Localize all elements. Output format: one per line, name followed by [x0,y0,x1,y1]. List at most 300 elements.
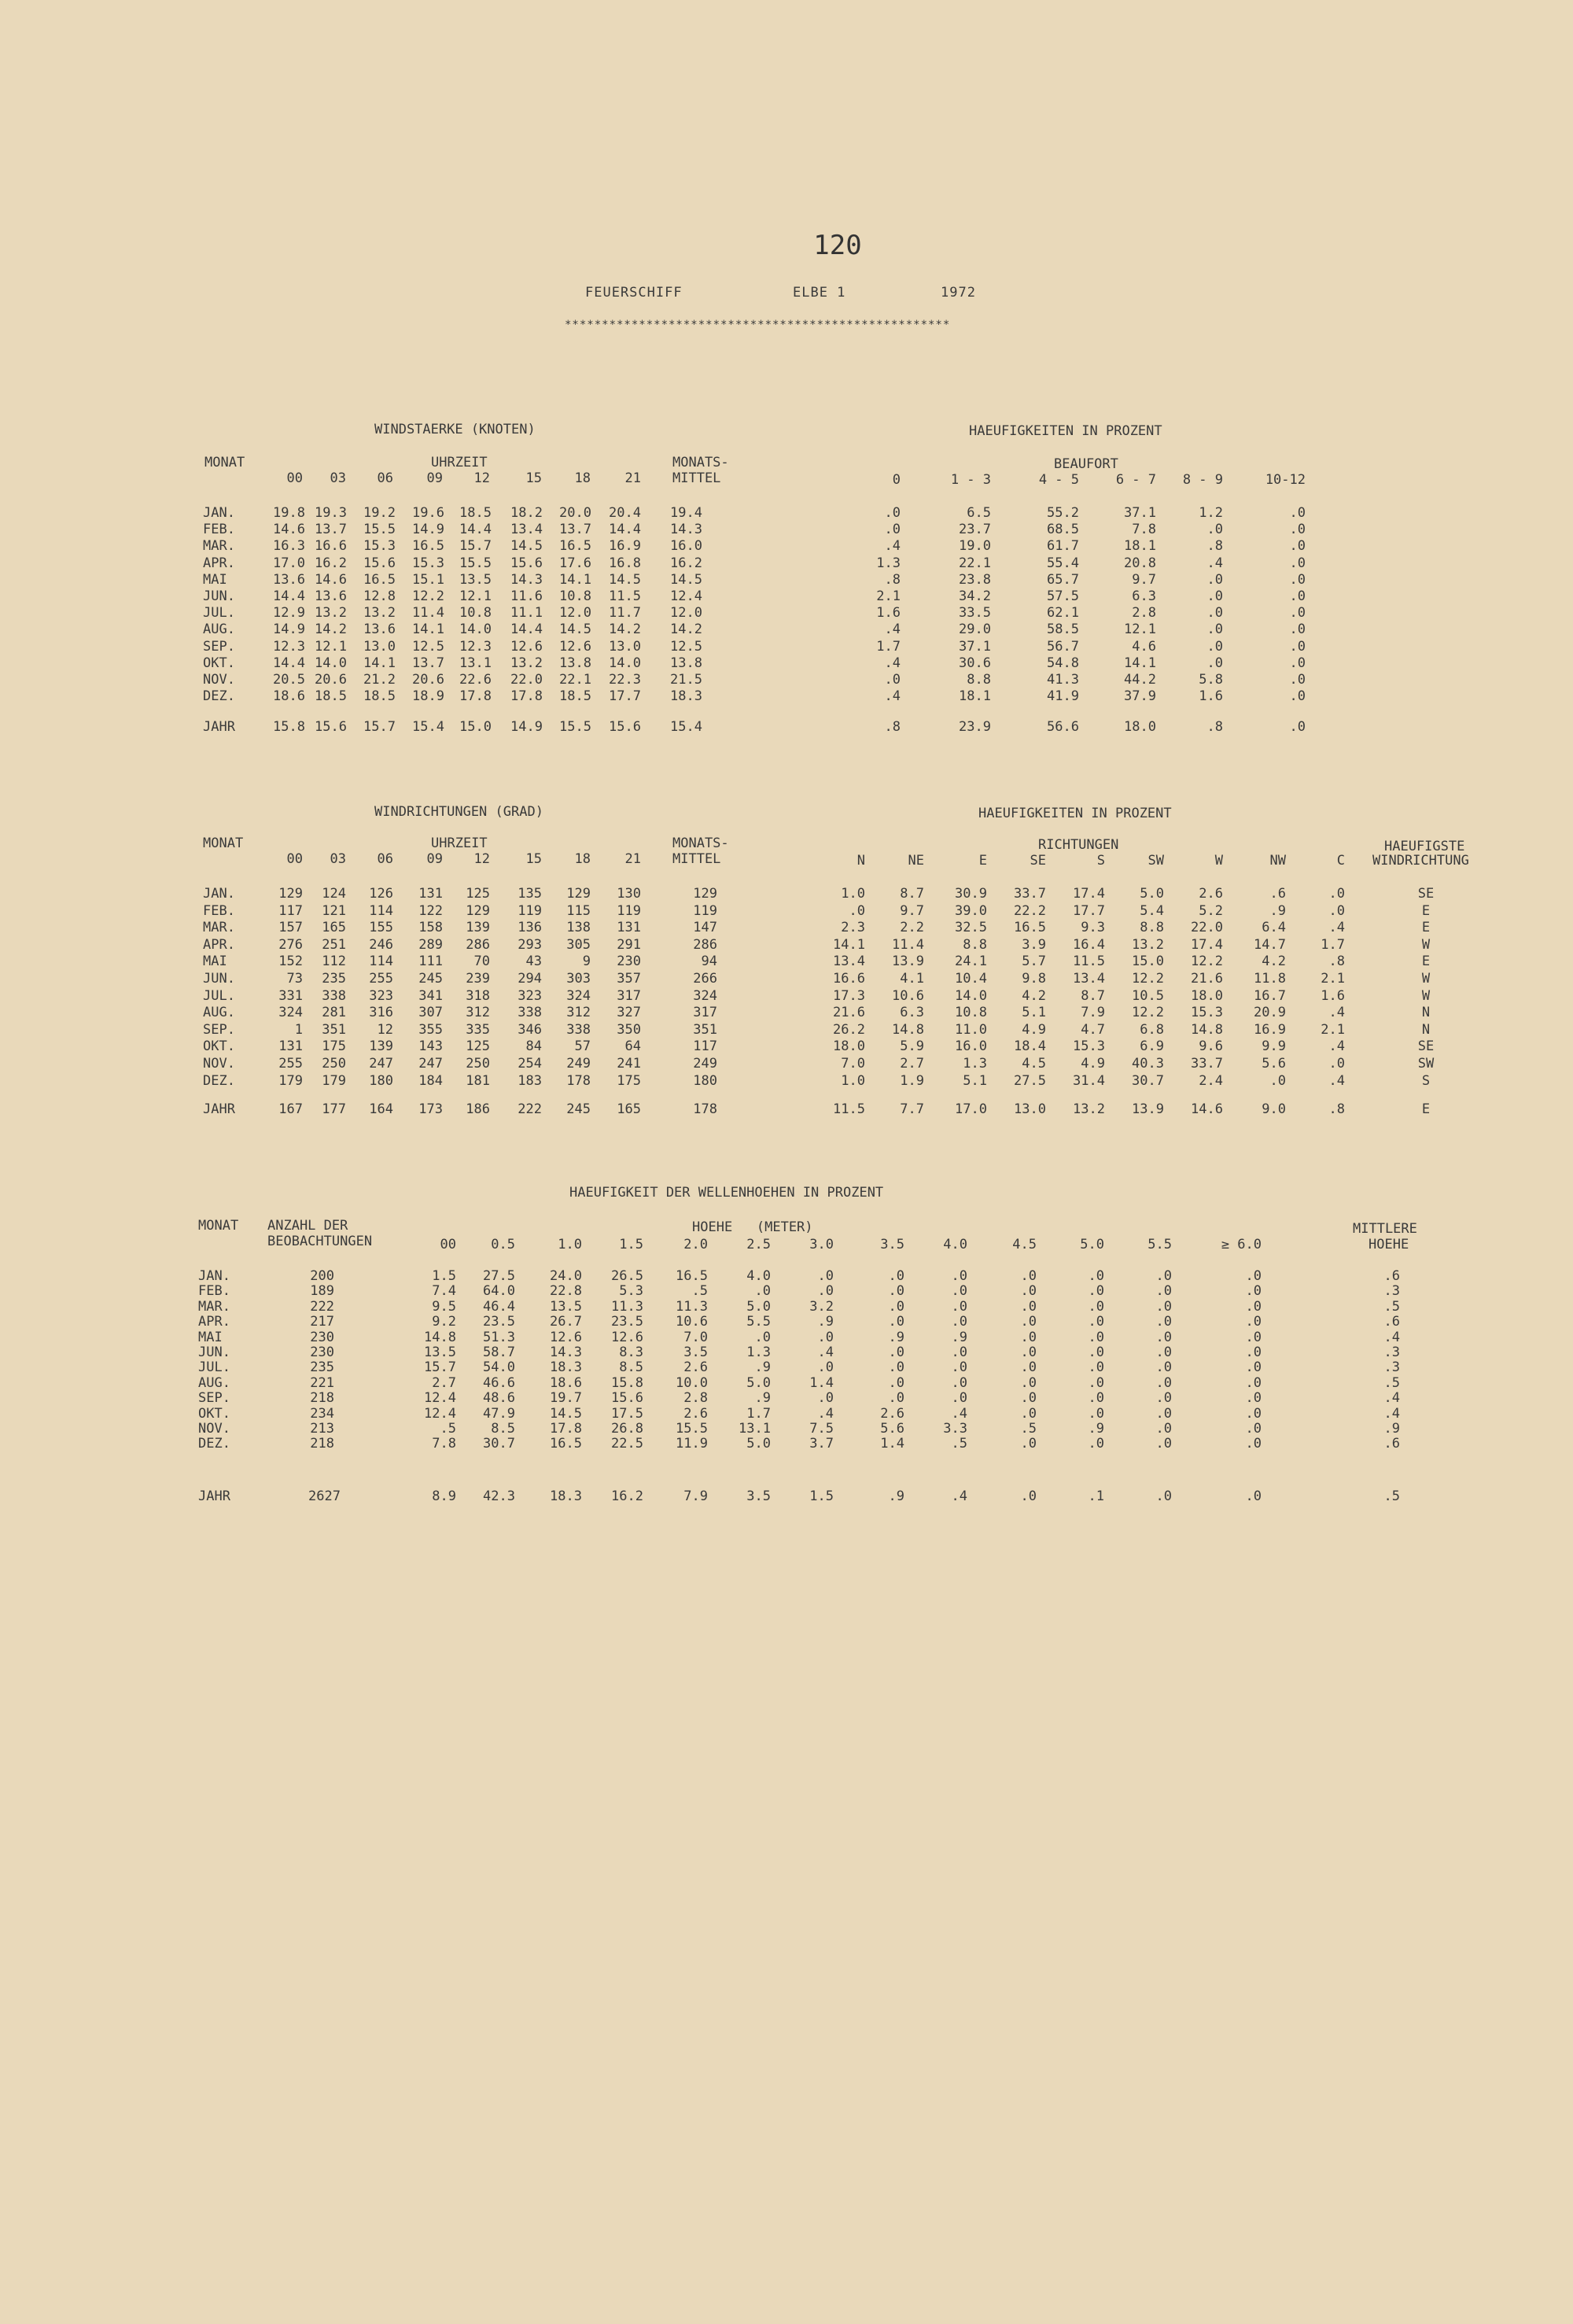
direction-value: 181 [466,1072,490,1089]
direction-freq: 14.8 [1191,1021,1223,1038]
direction-value: 125 [466,886,490,902]
speed-value: 13.6 [315,588,347,604]
wave-freq: .0 [754,1283,771,1300]
speed-value: 13.0 [609,638,641,655]
direction-freq: 31.4 [1073,1072,1105,1089]
wave-freq: .0 [951,1314,967,1330]
observation-count: 230 [310,1345,334,1360]
wave-freq: 14.3 [550,1345,582,1360]
direction-freq: 21.6 [1191,971,1223,987]
direction-value: 131 [278,1038,303,1055]
col-mittel: MITTEL [672,470,721,486]
beaufort-value: .0 [1289,522,1306,538]
speed-value: 14.0 [609,655,641,671]
speed-value: 15.3 [363,538,396,555]
wave-freq: .0 [1020,1283,1037,1300]
wave-freq: .0 [951,1374,967,1391]
direction-freq: 27.5 [1014,1072,1046,1089]
direction-mean: 180 [693,1072,717,1089]
speed-value: 18.6 [273,688,305,705]
observation-count: 189 [310,1283,334,1300]
direction-freq: 20.9 [1254,1005,1286,1021]
mean-wave-height: .5 [1383,1298,1400,1315]
observation-count: 2627 [308,1488,341,1504]
direction-value: 281 [322,1005,346,1021]
wave-freq: 2.8 [683,1390,708,1407]
direction-freq: 16.0 [955,1038,987,1055]
speed-value: 16.5 [363,571,396,588]
mean-wave-height: .3 [1383,1283,1400,1300]
speed-value: 13.5 [459,571,492,588]
direction-freq: 15.3 [1073,1038,1105,1055]
direction-freq: 5.1 [963,1072,987,1089]
direction-freq: .4 [1328,920,1345,936]
wave-height-header: 0.5 [491,1237,515,1252]
col-monat: MONAT [204,455,245,470]
hour-header: 06 [377,851,393,867]
wave-freq: 11.3 [676,1298,708,1315]
most-frequent-direction: SE [1417,886,1435,902]
direction-value: 175 [617,1072,641,1089]
speed-value: 12.0 [559,605,591,622]
observation-count: 218 [310,1436,334,1452]
direction-value: 251 [322,936,346,953]
direction-freq: 1.0 [841,886,865,902]
hour-header: 18 [574,851,591,867]
wave-freq: .0 [1020,1268,1037,1284]
beaufort-value: .0 [1206,655,1223,671]
wave-height-header: 3.0 [809,1237,834,1252]
direction-value: 291 [617,936,641,953]
speed-mean: 16.2 [670,555,702,571]
wave-height-header: 5.5 [1148,1237,1172,1252]
direction-mean: 119 [693,902,717,919]
month-label: AUG. [203,1005,235,1021]
direction-freq: 1.9 [900,1072,924,1089]
direction-freq: 16.9 [1254,1021,1286,1038]
direction-freq: 16.5 [1014,920,1046,936]
wave-height-header: 00 [440,1237,456,1252]
month-label: NOV. [203,672,235,688]
wave-freq: .0 [754,1329,771,1345]
wave-freq: 3.7 [809,1436,834,1452]
direction-freq: 4.9 [1022,1021,1046,1038]
direction-value: 293 [518,936,542,953]
wave-freq: 24.0 [550,1268,582,1284]
wave-freq: 2.7 [432,1374,456,1391]
page-number: 120 [813,230,862,261]
beaufort-value: .0 [1206,588,1223,604]
wave-freq: .4 [951,1488,967,1504]
direction-freq: 8.7 [900,886,924,902]
speed-value: 22.6 [459,672,492,688]
most-frequent-direction: W [1421,936,1431,953]
speed-value: 14.2 [315,622,347,638]
direction-value: 9 [582,954,591,970]
beaufort-value: 23.8 [959,571,991,588]
wave-freq: .0 [1245,1436,1262,1452]
speed-value: 16.5 [412,538,444,555]
most-frequent-direction: W [1421,971,1431,987]
wave-freq: .9 [1088,1421,1104,1437]
direction-value: 247 [418,1056,443,1072]
direction-freq: 14.8 [892,1021,924,1038]
direction-value: 131 [418,886,443,902]
wave-height-header: ≥ 6.0 [1221,1237,1262,1252]
beaufort-value: .0 [1289,672,1306,688]
speed-mean: 12.5 [670,638,702,655]
speed-value: 14.1 [559,571,591,588]
mean-wave-height: .3 [1383,1345,1400,1360]
direction-value: 129 [278,886,303,902]
direction-freq: 6.8 [1140,1021,1164,1038]
direction-value: 157 [278,920,303,936]
col-monats: MONATS- [672,836,729,851]
direction-freq: 7.9 [1081,1005,1105,1021]
most-frequent-direction: N [1421,1005,1431,1021]
speed-value: 17.0 [273,555,305,571]
header-year: 1972 [941,285,976,301]
wave-freq: .0 [1088,1390,1104,1407]
month-label: JUN. [203,588,235,604]
col-monats: MONATS- [672,455,729,470]
beaufort-value: 18.0 [1124,719,1156,735]
direction-freq: .0 [849,902,865,919]
beaufort-header: 1 - 3 [950,472,991,488]
month-label: JAN. [203,505,235,521]
direction-freq: 18.4 [1014,1038,1046,1055]
speed-value: 14.1 [412,622,444,638]
direction-header: E [978,853,987,869]
direction-freq: .0 [1328,886,1345,902]
speed-value: 12.1 [459,588,492,604]
direction-value: 316 [369,1005,393,1021]
month-label: JAN. [198,1268,230,1284]
speed-value: 15.6 [510,555,543,571]
wave-freq: .0 [951,1359,967,1376]
beaufort-value: .8 [1206,719,1223,735]
wave-freq: .0 [1020,1298,1037,1315]
direction-freq: 14.0 [955,987,987,1004]
month-label: MAR. [198,1298,230,1315]
wave-freq: .0 [888,1359,904,1376]
wave-freq: 30.7 [483,1436,515,1452]
direction-freq: 2.2 [900,920,924,936]
month-label: MAR. [203,538,235,555]
speed-value: 15.5 [459,555,492,571]
speed-value: 13.2 [363,605,396,622]
most-frequent-direction: S [1421,1072,1431,1089]
speed-value: 14.2 [609,622,641,638]
direction-freq: 11.5 [1073,954,1105,970]
month-label: SEP. [203,1021,235,1038]
wind-direction-title: WINDRICHTUNGEN (GRAD) [374,804,543,820]
speed-value: 12.6 [510,638,543,655]
direction-mean: 147 [693,920,717,936]
direction-freq: 14.7 [1254,936,1286,953]
wave-freq: 10.0 [676,1374,708,1391]
wave-freq: 7.9 [683,1488,708,1504]
wave-freq: .4 [817,1345,834,1360]
direction-value: 247 [369,1056,393,1072]
beaufort-value: .0 [1206,622,1223,638]
direction-value: 324 [566,987,591,1004]
direction-freq: 4.2 [1262,954,1286,970]
speed-value: 14.4 [273,655,305,671]
direction-value: 351 [322,1021,346,1038]
speed-mean: 21.5 [670,672,702,688]
month-label: JUL. [203,605,235,622]
direction-freq: 9.9 [1262,1038,1286,1055]
wave-freq: 64.0 [483,1283,515,1300]
wave-freq: .0 [1245,1405,1262,1422]
col-hoehe: HOEHE (METER) [692,1219,813,1235]
year-label: JAHR [203,719,235,735]
beaufort-value: .0 [1289,719,1306,735]
speed-mean: 13.8 [670,655,702,671]
wave-freq: .0 [1088,1359,1104,1376]
direction-value: 324 [278,1005,303,1021]
beaufort-value: 29.0 [959,622,991,638]
direction-value: 165 [617,1101,641,1117]
hour-header: 12 [473,470,490,486]
direction-value: 177 [322,1101,346,1117]
direction-value: 318 [466,987,490,1004]
direction-freq: 16.4 [1073,936,1105,953]
direction-mean: 324 [693,987,717,1004]
wind-speed-title: WINDSTAERKE (KNOTEN) [374,422,536,437]
mean-wave-height: .3 [1383,1359,1400,1376]
direction-freq: 6.9 [1140,1038,1164,1055]
wave-height-header: 4.0 [943,1237,967,1252]
hour-header: 00 [286,851,303,867]
direction-freq: .0 [1328,1056,1345,1072]
observation-count: 218 [310,1390,334,1407]
wave-freq: .9 [888,1488,904,1504]
wave-freq: .0 [1155,1345,1172,1360]
direction-freq: 9.8 [1022,971,1046,987]
direction-freq: 12.2 [1132,971,1164,987]
beaufort-value: 5.8 [1199,672,1223,688]
speed-value: 14.9 [273,622,305,638]
wave-freq: 42.3 [483,1488,515,1504]
speed-value: 11.6 [510,588,543,604]
direction-value: 338 [322,987,346,1004]
wave-freq: .0 [1020,1390,1037,1407]
speed-value: 15.7 [363,719,396,735]
wave-freq: .9 [817,1314,834,1330]
speed-value: 15.4 [412,719,444,735]
speed-value: 14.6 [273,522,305,538]
wave-freq: 7.8 [432,1436,456,1452]
direction-value: 230 [617,954,641,970]
direction-freq: 14.1 [833,936,865,953]
hour-header: 06 [377,470,393,486]
wave-freq: 7.4 [432,1283,456,1300]
month-label: SEP. [198,1390,230,1407]
speed-value: 13.6 [363,622,396,638]
direction-value: 239 [466,971,490,987]
direction-freq: 12.2 [1191,954,1223,970]
wave-freq: 1.5 [432,1268,456,1284]
speed-value: 14.4 [459,522,492,538]
direction-mean: 117 [693,1038,717,1055]
wave-freq: .0 [951,1268,967,1284]
speed-value: 18.2 [510,505,543,521]
wave-freq: 3.5 [683,1345,708,1360]
direction-value: 43 [525,954,542,970]
month-label: FEB. [203,902,235,919]
beaufort-value: .8 [884,719,901,735]
direction-freq: 1.7 [1321,936,1345,953]
direction-value: 305 [566,936,591,953]
direction-header: SW [1148,853,1164,869]
direction-freq: 9.3 [1081,920,1105,936]
month-label: JUN. [198,1345,230,1360]
direction-freq: 30.9 [955,886,987,902]
wave-freq: 9.2 [432,1314,456,1330]
wave-freq: .0 [1155,1405,1172,1422]
wave-freq: .0 [1245,1283,1262,1300]
wave-freq: 48.6 [483,1390,515,1407]
speed-mean: 14.2 [670,622,702,638]
speed-value: 18.5 [363,688,396,705]
wave-freq: 4.0 [746,1268,771,1284]
speed-value: 14.5 [609,571,641,588]
month-label: JUL. [203,987,235,1004]
beaufort-value: 44.2 [1124,672,1156,688]
wave-freq: .5 [951,1436,967,1452]
wave-freq: 10.6 [676,1314,708,1330]
direction-value: 186 [466,1101,490,1117]
month-label: MAI [203,954,227,970]
wave-freq: 5.3 [619,1283,643,1300]
wave-freq: 15.5 [676,1421,708,1437]
wave-freq: 15.6 [611,1390,643,1407]
speed-value: 13.1 [459,655,492,671]
hour-header: 03 [330,851,346,867]
year-label: JAHR [203,1101,235,1117]
month-label: AUG. [203,622,235,638]
direction-freq: 5.6 [1262,1056,1286,1072]
speed-value: 13.2 [510,655,543,671]
wave-freq: 18.6 [550,1374,582,1391]
beaufort-header: 6 - 7 [1115,472,1156,488]
mean-wave-height: .9 [1383,1421,1400,1437]
speed-value: 12.3 [273,638,305,655]
wave-freq: 47.9 [483,1405,515,1422]
wave-freq: .0 [1020,1488,1037,1504]
beaufort-value: 34.2 [959,588,991,604]
speed-value: 16.9 [609,538,641,555]
header-station: FEUERSCHIFF [585,285,683,301]
direction-value: 152 [278,954,303,970]
month-label: APR. [198,1314,230,1330]
header-name: ELBE 1 [793,285,846,301]
wave-freq: .0 [1155,1436,1172,1452]
direction-value: 183 [518,1072,542,1089]
direction-freq: 30.7 [1132,1072,1164,1089]
direction-value: 250 [466,1056,490,1072]
mean-wave-height: .6 [1383,1268,1400,1284]
wave-freq: .0 [1245,1421,1262,1437]
wave-freq: 8.5 [491,1421,515,1437]
direction-value: 135 [518,886,542,902]
beaufort-value: 23.9 [959,719,991,735]
month-label: AUG. [198,1374,230,1391]
mean-wave-height: .5 [1383,1374,1400,1391]
speed-value: 17.6 [559,555,591,571]
col-mittlere-hoehe: HOEHE [1369,1237,1409,1252]
observation-count: 235 [310,1359,334,1376]
speed-value: 22.3 [609,672,641,688]
wave-freq: .0 [1245,1374,1262,1391]
beaufort-value: .0 [1206,522,1223,538]
speed-value: 15.5 [559,719,591,735]
direction-value: 131 [617,920,641,936]
wave-freq: 1.4 [880,1436,904,1452]
direction-freq: .0 [1269,1072,1286,1089]
direction-header: W [1214,853,1223,869]
direction-value: 119 [518,902,542,919]
wave-freq: 13.5 [550,1298,582,1315]
wave-freq: .0 [1088,1268,1104,1284]
direction-value: 241 [617,1056,641,1072]
wave-freq: 2.6 [683,1405,708,1422]
wave-freq: .0 [1155,1298,1172,1315]
direction-value: 179 [322,1072,346,1089]
beaufort-value: 18.1 [1124,538,1156,555]
direction-freq: 7.0 [841,1056,865,1072]
wave-freq: .0 [817,1390,834,1407]
direction-freq: 4.5 [1022,1056,1046,1072]
wave-freq: .0 [817,1268,834,1284]
direction-freq: 16.7 [1254,987,1286,1004]
direction-value: 175 [322,1038,346,1055]
wave-freq: .5 [1020,1421,1037,1437]
direction-value: 245 [418,971,443,987]
wave-freq: 16.5 [676,1268,708,1284]
direction-value: 250 [322,1056,346,1072]
wave-freq: 22.8 [550,1283,582,1300]
speed-value: 14.9 [510,719,543,735]
direction-freq: 11.8 [1254,971,1286,987]
month-label: DEZ. [198,1436,230,1452]
beaufort-value: .4 [884,622,901,638]
wave-height-header: 4.5 [1012,1237,1037,1252]
direction-value: 222 [518,1101,542,1117]
direction-freq: 2.3 [841,920,865,936]
speed-value: 22.0 [510,672,543,688]
direction-value: 184 [418,1072,443,1089]
wave-freq: .5 [691,1283,708,1300]
speed-value: 20.6 [315,672,347,688]
beaufort-value: 55.4 [1047,555,1079,571]
speed-value: 14.3 [510,571,543,588]
speed-value: 15.8 [273,719,305,735]
wave-freq: .0 [888,1345,904,1360]
most-frequent-direction: E [1421,954,1431,970]
direction-freq: 5.0 [1140,886,1164,902]
direction-freq: 11.4 [892,936,924,953]
speed-value: 22.1 [559,672,591,688]
direction-value: 294 [518,971,542,987]
direction-freq: 18.0 [1191,987,1223,1004]
wave-height-header: 1.0 [558,1237,582,1252]
wave-freq: 3.3 [943,1421,967,1437]
speed-value: 12.1 [315,638,347,655]
beaufort-value: 2.1 [876,588,901,604]
